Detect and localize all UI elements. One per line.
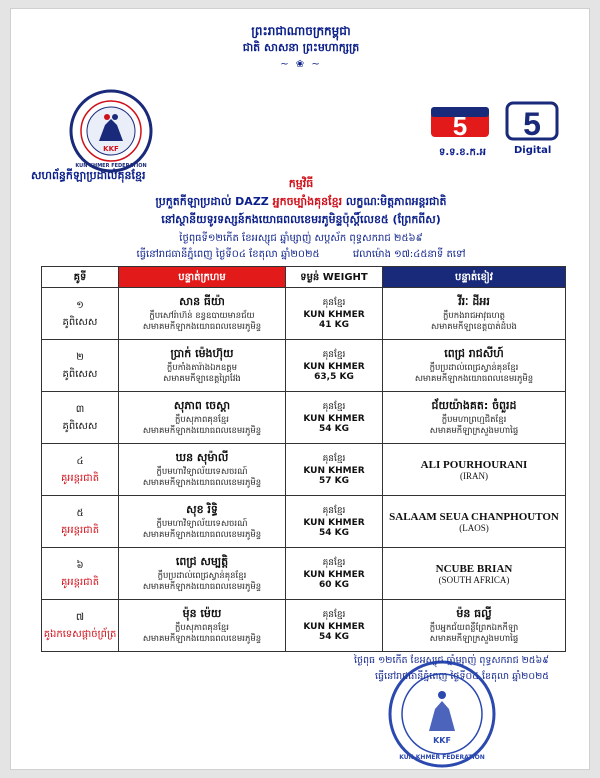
red-fighter-club: ក្លឹបមហាវិទ្យាល័យទេសចរណ៍ [156, 466, 248, 477]
red-fighter-club: ក្លឹបប្រដាល់ពេជ្រស្វាន់គុនខ្មែរ [157, 570, 247, 581]
blue-fighter-name: SALAAM SEUA CHANPHOUTON [389, 510, 559, 523]
header-red-corner: បន្ទាត់ក្រហម [119, 267, 286, 288]
red-fighter-name: សុភាព ចេស្តា [173, 398, 231, 412]
table-row [42, 340, 566, 392]
bout-number: ៤ [76, 455, 84, 467]
bout-type: គូពិសេស [62, 368, 98, 380]
stamp-federation-text: KUN KHMER FEDERATION [399, 754, 485, 761]
weight-style-khmer: គុនខ្មែរ [322, 454, 346, 464]
event-title-c: លក្ខណៈមិត្តភាពអន្តរជាតិ [345, 195, 447, 208]
start-time: វេលាម៉ោង ១៧:៤៥នាទី តទៅ [352, 249, 466, 260]
red-fighter-association: សមាគមកីឡាកងយោធពលខេមរភូមិន្ទ [142, 581, 262, 592]
blue-corner-cell [383, 288, 566, 340]
header-round: គូទី [42, 267, 119, 288]
tv5-left-label: ទ.ទ.ខ.ក.អ [439, 147, 486, 158]
blue-fighter-club: ក្លឹបមហាព្រហ្មជិតខ្មែរ [441, 414, 507, 425]
round-cell [42, 444, 119, 496]
round-cell [42, 496, 119, 548]
bout-number: ៥ [76, 507, 84, 519]
signature-date: ថ្ងៃពុធ ១២កើត ខែអស្សុជ ឆ្នាំម្សាញ់ ពុទ្ធសករាជ ២៥៦៩ [353, 655, 549, 666]
blue-corner-cell [383, 600, 566, 652]
red-corner-cell [119, 340, 286, 392]
bout-number: ៦ [76, 559, 84, 571]
tv5-right-label: Digital [514, 145, 552, 156]
red-fighter-name: ប្រាក់ ម៉េងហ៊ុយ [170, 346, 234, 360]
blue-corner-cell [383, 548, 566, 600]
program-sheet [10, 8, 590, 770]
blue-fighter-name: ម៉ន ធល្លី [456, 606, 492, 620]
table-row [42, 600, 566, 652]
weight-style-latin: KUN KHMER [303, 362, 365, 372]
round-cell [42, 392, 119, 444]
federation-stamp-icon [387, 659, 497, 769]
weight-style-khmer: គុនខ្មែរ [322, 558, 346, 568]
red-fighter-club: ក្លឹបមហាវិទ្យាល័យទេសចរណ៍ [156, 518, 248, 529]
table-row [42, 548, 566, 600]
red-fighter-association: សមាគមកីឡាកងយោធពលខេមរភូមិន្ទ [142, 477, 262, 488]
round-cell [42, 600, 119, 652]
blue-fighter-country: (LAOS) [459, 522, 489, 533]
blue-corner-cell [383, 392, 566, 444]
table-row [42, 392, 566, 444]
weight-style-khmer: គុនខ្មែរ [322, 506, 346, 516]
red-fighter-name: សាន ធីយ៉ា [179, 294, 225, 308]
red-fighter-name: ឃន សុម៉ាលី [175, 450, 229, 464]
red-fighter-club: ក្លឹបសុភាពគុនខ្មែរ [175, 414, 229, 425]
red-fighter-name: ពេជ្រ សម្បត្តិ [175, 554, 229, 568]
blue-fighter-name: NCUBE BRIAN [435, 562, 513, 575]
header-blue-corner: បន្ទាត់ខៀវ [383, 267, 566, 288]
blue-fighter-club: ក្លឹបអ្នកជ័យពន្លឺព្រែកឯកកីឡា [429, 622, 519, 633]
signature-place: ធ្វើនៅរាជធានីភ្នំពេញ ថ្ងៃទី០៤ ខែតុលា ឆ្នាំ២០២៥ [375, 671, 549, 682]
table-row [42, 288, 566, 340]
red-fighter-association: សមាគមកីឡាខេត្តព្រៃវែង [163, 373, 241, 384]
weight-value: 54 KG [318, 424, 350, 434]
weight-cell [286, 548, 383, 600]
weight-value: 54 KG [318, 632, 350, 642]
red-corner-cell [119, 496, 286, 548]
red-fighter-association: សមាគមកីឡាកងយោធពលខេមរភូមិន្ទ [142, 321, 262, 332]
weight-value: 63,5 KG [314, 372, 354, 382]
bout-number: ១ [76, 299, 84, 311]
date-time-line [11, 247, 591, 262]
red-corner-cell [119, 600, 286, 652]
weight-style-latin: KUN KHMER [303, 622, 365, 632]
round-cell [42, 340, 119, 392]
weight-cell [286, 444, 383, 496]
blue-fighter-country: (SOUTH AFRICA) [438, 574, 510, 585]
weight-cell [286, 288, 383, 340]
red-corner-cell [119, 288, 286, 340]
blue-fighter-name: ALI POURHOURANI [420, 458, 528, 471]
blue-fighter-country: (IRAN) [460, 470, 488, 481]
red-fighter-club: ក្លឹបសុភាពគុនខ្មែរ [175, 622, 229, 633]
header-weight: ទម្ងន់ WEIGHT [286, 267, 383, 288]
bout-type: គូឯកទេសផ្ដាច់ព្រ័ត្រ [43, 628, 117, 640]
tv5-number-left: 5 [452, 111, 468, 141]
weight-value: 60 KG [318, 580, 350, 590]
blue-fighter-club: ក្លឹបប្រដាល់ពេជ្រស្វាន់គុនខ្មែរ [429, 362, 519, 373]
weight-style-latin: KUN KHMER [303, 310, 365, 320]
bout-type: គូពិសេស [62, 316, 98, 328]
table-header-row [42, 267, 566, 288]
weight-cell [286, 392, 383, 444]
blue-fighter-association: សមាគមកីឡាខេត្តបាត់ដំបង [431, 321, 517, 332]
kingdom-heading: ព្រះរាជាណាចក្រកម្ពុជា [251, 24, 351, 38]
tv5-number-right: 5 [523, 106, 541, 142]
program-label: កម្មវិធី [288, 177, 314, 190]
blue-fighter-association: សមាគមកីឡាក្រសួងមហាផ្ទៃ [429, 633, 519, 644]
event-title-b: អ្នកចម្បាំងគុនខ្មែរ [272, 195, 343, 208]
weight-style-khmer: គុនខ្មែរ [322, 402, 346, 412]
blue-corner-cell [383, 496, 566, 548]
bout-number: ៧ [75, 611, 85, 623]
weight-value: 57 KG [318, 476, 350, 486]
bouts-table [41, 266, 566, 652]
ornament-divider: ~ ❀ ~ [280, 59, 322, 70]
bout-type: គូពិសេស [62, 420, 98, 432]
table-row [42, 444, 566, 496]
bout-type: គូអន្តរជាតិ [60, 472, 100, 484]
red-fighter-club: ក្លឹបសៅរ៉ាហ៊ន់ ខន្ធឧបាយមានជ័យ [149, 310, 255, 321]
kkf-letters: KKF [103, 145, 119, 153]
blue-fighter-name: ជ័យយ៉ាងគត: ចំពួរដ [431, 398, 517, 412]
round-cell [42, 288, 119, 340]
weight-cell [286, 340, 383, 392]
weight-style-khmer: គុនខ្មែរ [322, 350, 346, 360]
stamp-letters: KKF [433, 736, 451, 745]
red-fighter-club: ក្លឹបកាំងតារ៉ាងឯកឧត្តម [166, 362, 238, 373]
federation-name: សហព័ន្ធកីឡាប្រដាល់គុនខ្មែរ [31, 169, 146, 182]
weight-cell [286, 496, 383, 548]
kkf-logo-icon [69, 89, 153, 173]
blue-corner-cell [383, 340, 566, 392]
weight-cell [286, 600, 383, 652]
weight-value: 41 KG [318, 320, 350, 330]
red-fighter-name: សុខ រិទ្ធិ [186, 502, 218, 516]
national-motto: ជាតិ សាសនា ព្រះមហាក្សត្រ [242, 41, 360, 54]
red-fighter-name: ម៉ុន ម៉េយ [182, 606, 222, 620]
red-fighter-association: សមាគមកីឡាកងយោធពលខេមរភូមិន្ទ [142, 425, 262, 436]
event-title-line1 [11, 195, 591, 211]
weight-style-khmer: គុនខ្មែរ [322, 610, 346, 620]
blue-corner-cell [383, 444, 566, 496]
round-cell [42, 548, 119, 600]
weight-style-latin: KUN KHMER [303, 414, 365, 424]
blue-fighter-association: សមាគមកីឡាក្រសួងមហាផ្ទៃ [429, 425, 519, 436]
bout-type: គូអន្តរជាតិ [60, 524, 100, 536]
weight-value: 54 KG [318, 528, 350, 538]
red-corner-cell [119, 444, 286, 496]
weight-style-latin: KUN KHMER [303, 518, 365, 528]
weight-style-latin: KUN KHMER [303, 466, 365, 476]
bout-type: គូអន្តរជាតិ [60, 576, 100, 588]
blue-fighter-club: ក្លឹបកងរាជអាវុធហត្ថ [442, 310, 506, 321]
bout-number: ២ [76, 351, 84, 363]
event-venue: នៅស្ថានីយទូរទស្សន៍កងយោធពលខេមរភូមិន្ទប៉ុស្តិ៍លេខ៥ (ព្រែកពីស) [161, 213, 441, 226]
blue-fighter-name: ពេជ្រ រាជសីហ៍ [444, 346, 504, 360]
kkf-federation-text: KUN KHMER FEDERATION [75, 163, 147, 169]
weight-style-latin: KUN KHMER [303, 570, 365, 580]
blue-fighter-association: សមាគមកីឡាកងយោធពលខេមរភូមិន្ទ [414, 373, 534, 384]
red-fighter-association: សមាគមកីឡាកងយោធពលខេមរភូមិន្ទ [142, 633, 262, 644]
weight-style-khmer: គុនខ្មែរ [322, 298, 346, 308]
event-title-a: ប្រកួតកីឡាប្រដាល់ DAZZ [155, 195, 269, 208]
blue-fighter-name: វីរៈ ដីអរ [458, 294, 490, 308]
bout-number: ៣ [75, 403, 85, 415]
lunar-date: ថ្ងៃពុធទី១២កើត ខែអស្សុជ ឆ្នាំម្សាញ់ សប្តស័ក ពុទ្ធសករាជ ២៥៦៩ [179, 233, 423, 244]
table-row [42, 496, 566, 548]
red-corner-cell [119, 548, 286, 600]
red-fighter-association: សមាគមកីឡាកងយោធពលខេមរភូមិន្ទ [142, 529, 262, 540]
solar-date: ធ្វើនៅរាជធានីភ្នំពេញ ថ្ងៃទី០៤ ខែតុលា ឆ្នាំ២០២៥ [136, 249, 320, 260]
red-corner-cell [119, 392, 286, 444]
